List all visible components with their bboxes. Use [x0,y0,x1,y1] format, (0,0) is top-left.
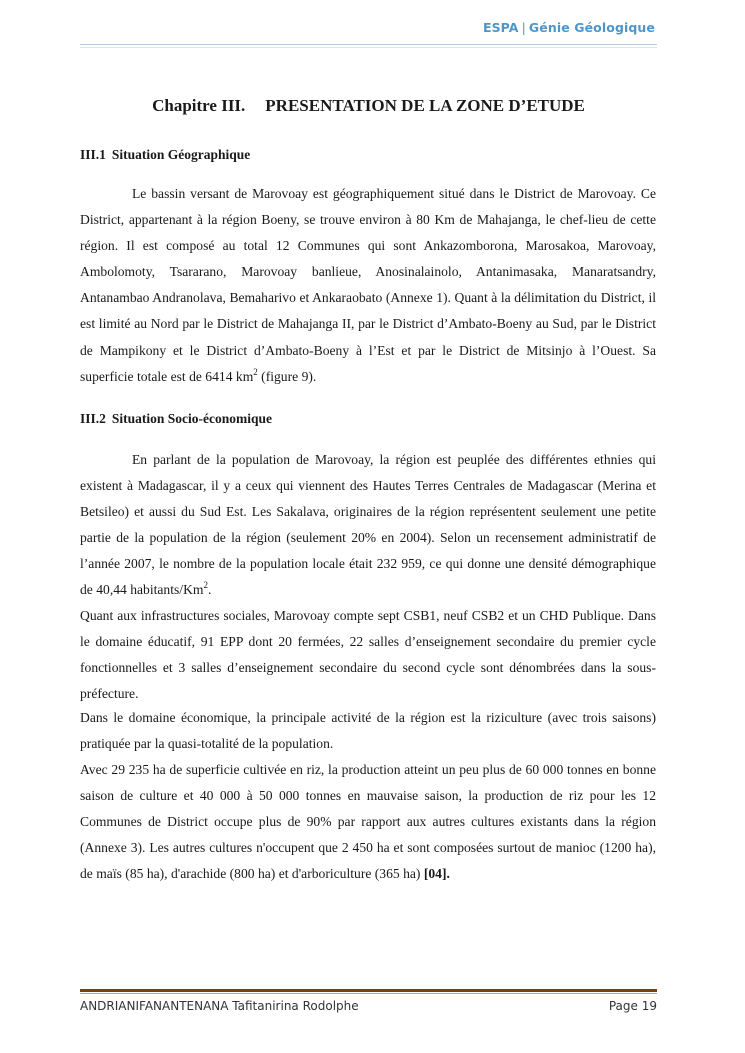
superscript: 2 [253,366,258,377]
running-header [483,20,655,35]
header-divider-secondary [80,47,657,48]
paragraph-tail: . [207,582,212,598]
header-org: ESPA [482,20,519,35]
paragraph-text: En parlant de la population de Marovoay, la région est peuplée des différentes ethnies qui existent à Madagascar, il y a ceux qui viennent des Hautes Terres Centrales de Madagascar (Merina et Betsileo) et aussi du Sud Est. Les Sakalava, originaires de la région représentent seulement une petite partie de la population de la région (seulement 20% en 2004). Selon un recensement administratif de l’année 2007, le nombre de la population locale était 232 959, ce qui donne une densité démographique de 40,44 habitants/Km [80,452,656,598]
section-number: III.1 [80,147,106,162]
footer-author: ANDRIANIFANANTENANA Tafitanirina Rodolphe [80,999,359,1013]
section-heading-socio-economic [80,411,272,427]
footer-divider-secondary [80,993,657,994]
section-heading-geographic [80,147,250,163]
paragraph-rice-production [80,757,656,887]
paragraph-geographic [80,181,656,390]
header-department: Génie Géologique [528,20,655,35]
paragraph-text: Le bassin versant de Marovoay est géographiquement situé dans le District de Marovoay. Ce District, appartenant à la région Boeny, se trouve environ à 80 Km de Mahajanga, le chef-lieu de cette région. Il est composé au total 12 Communes qui sont Ankazomborona, Marosakoa, Marovoay, Ambolomoty, Tsararano, Marovoay banlieue, Anosinalainolo, Antanimasaka, Manaratsandry, Antanambao Andranolava, Bemaharivo et Ankaraobato (Annexe 1). Quant à la délimitation du District, il est limité au Nord par le District de Mahajanga II, par le District d’Ambato-Boeny au Sud, par le District de Mampikony et le District d’Ambato-Boeny à l’Est et par le District de Mitsinjo à l’Ouest. Sa superficie totale est de 6414 km [80,186,656,384]
chapter-heading [80,96,657,116]
chapter-number: Chapitre III. [152,96,246,115]
reference-citation: [04]. [423,866,450,882]
footer-divider [80,989,657,992]
paragraph-population [80,447,656,604]
superscript: 2 [203,580,208,591]
paragraph-economy: Dans le domaine économique, la principale activité de la région est la riziculture (avec trois saisons) pratiquée par la quasi-totalité de la population. [80,710,656,752]
section-title: Situation Socio-économique [111,411,273,426]
section-number: III.2 [80,411,106,426]
footer-page-number: Page 19 [608,999,657,1013]
chapter-title: PRESENTATION DE LA ZONE D’ETUDE [265,96,585,115]
paragraph-infrastructure: Quant aux infrastructures sociales, Marovoay compte sept CSB1, neuf CSB2 et un CHD Publique. Dans le domaine éducatif, 91 EPP dont 20 fermées, 22 salles d’enseignement secondaire du premier cycle fonctionnelles et 3 salles d’enseignement secondaire du second cycle sont dénombrées dans la sous-préfecture. [80,608,656,702]
section-title: Situation Géographique [111,147,251,162]
paragraph-tail: (figure 9). [257,368,317,384]
paragraph-text: Avec 29 235 ha de superficie cultivée en riz, la production atteint un peu plus de 60 000 tonnes en bonne saison de culture et 40 000 à 50 000 tonnes en mauvaise saison, la production de riz pour les 12 Communes de District occupe plus de 90% par rapport aux autres cultures existants dans la région (Annexe 3). Les autres cultures n'occupent que 2 450 ha et sont composées surtout de manioc (1200 ha), de maïs (85 ha), d'arachide (800 ha) et d'arboriculture (365 ha) [80,762,656,882]
header-separator: | [521,20,526,35]
